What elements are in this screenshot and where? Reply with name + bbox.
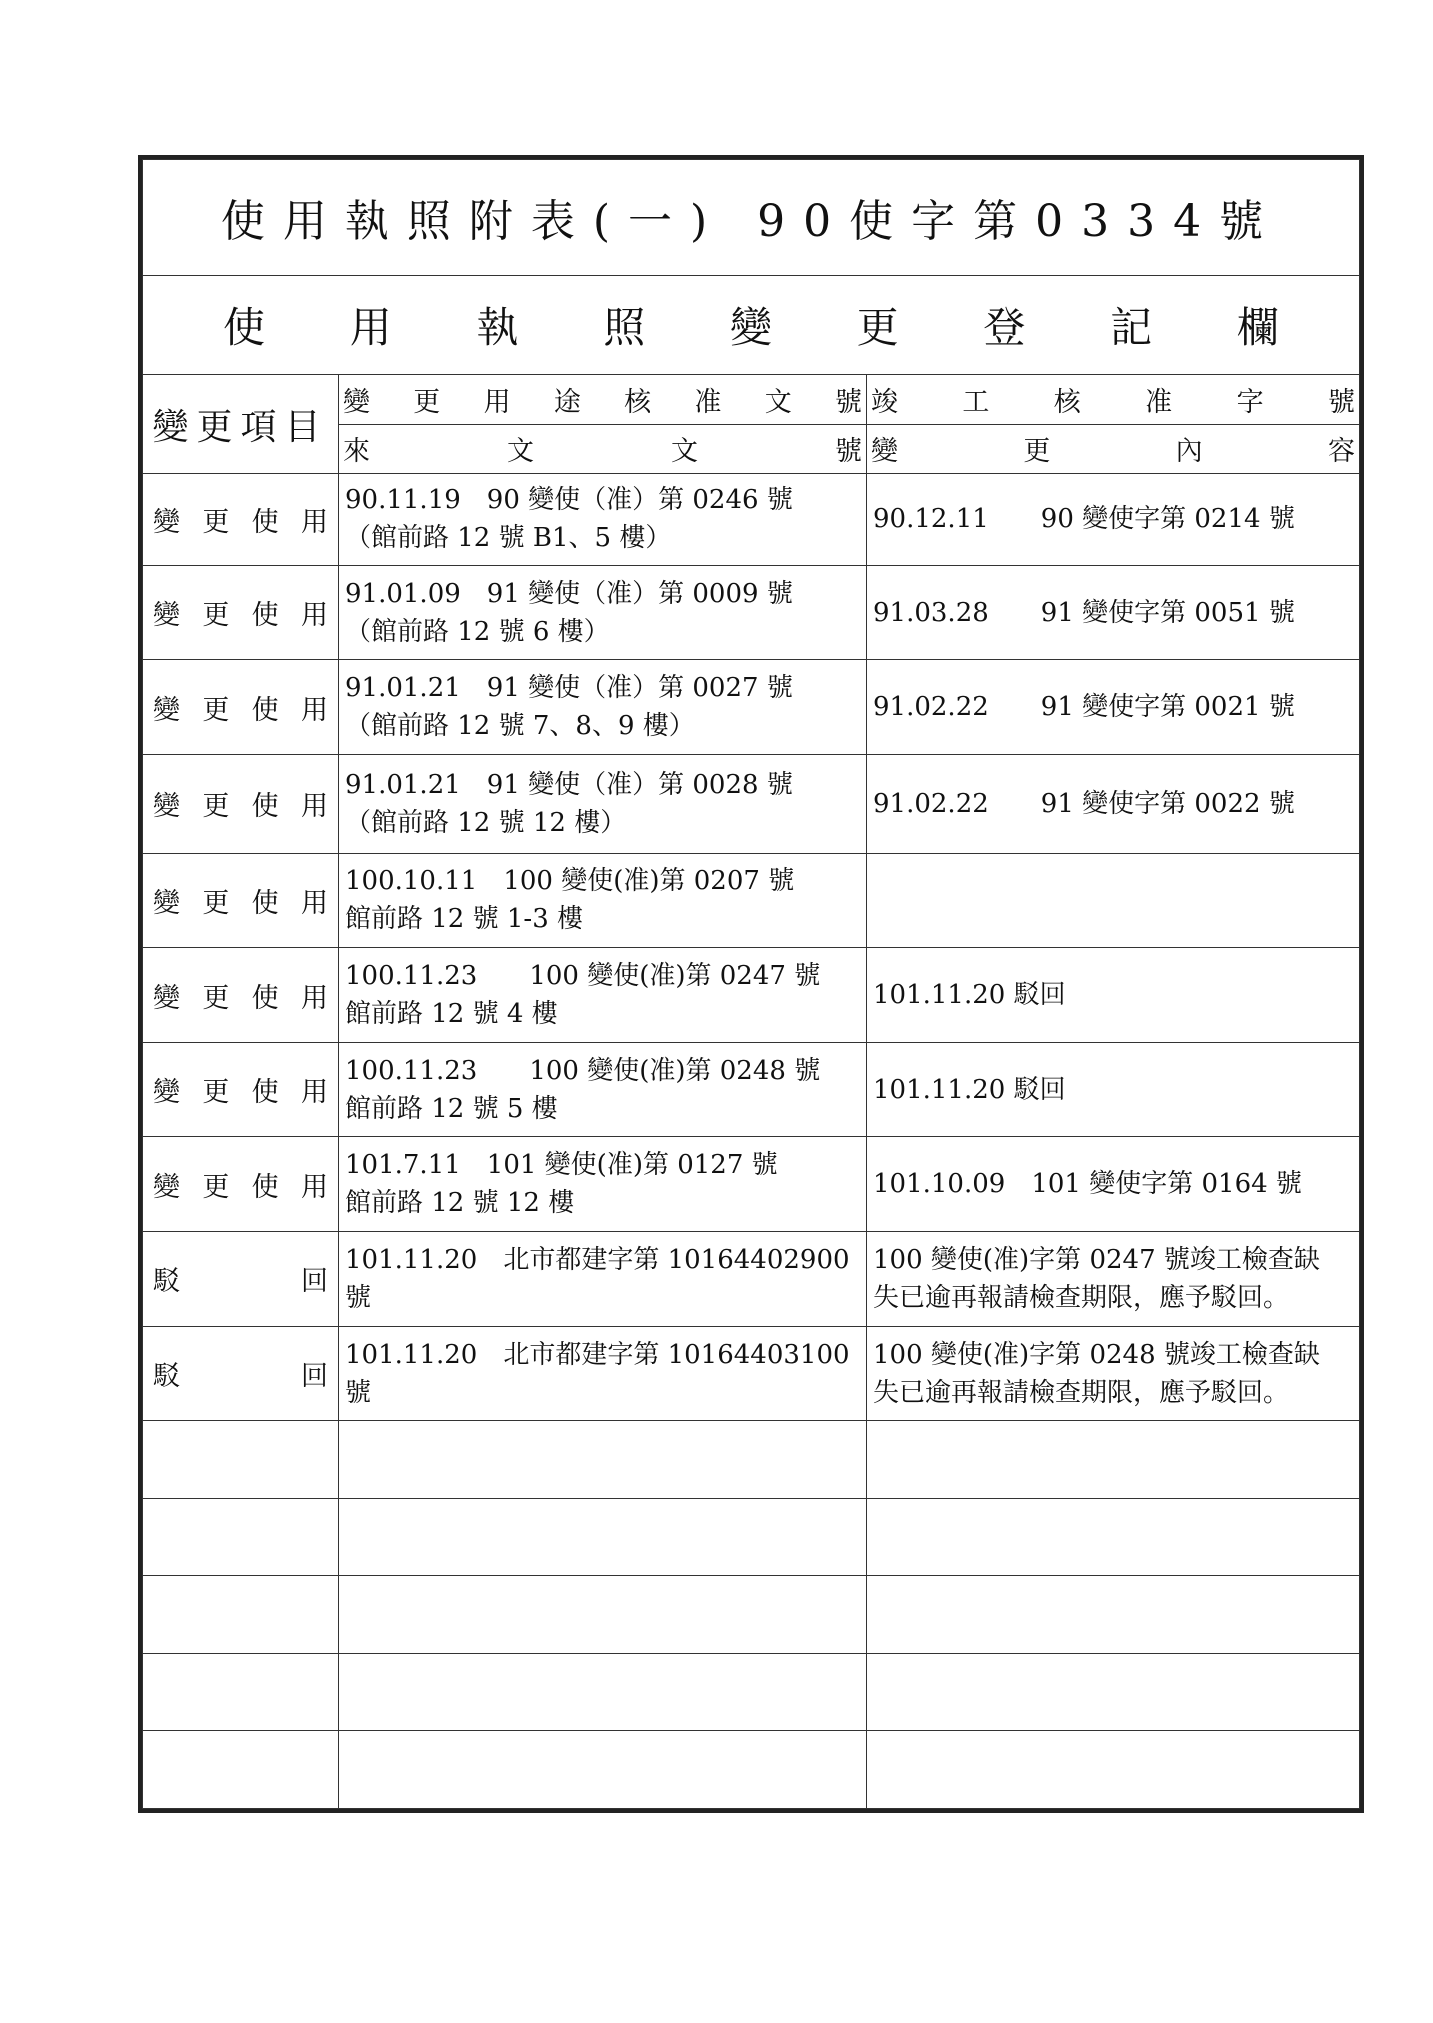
header-incoming-document-char: 號 (835, 436, 862, 468)
blank-cell (339, 1653, 867, 1731)
change-item-cell (143, 1137, 339, 1232)
blank-cell (339, 1421, 867, 1499)
change-item-char: 使 (251, 506, 279, 538)
approval-document-cell (339, 1326, 867, 1421)
completion-content-line: 91.03.28 91 變使字第 0051 號 (873, 597, 1295, 628)
section-title (143, 275, 1360, 375)
table-row (143, 1326, 1360, 1421)
header-completion-number-char: 核 (1053, 387, 1081, 419)
completion-content-cell (867, 565, 1360, 660)
section-title-char: 照 (603, 303, 646, 353)
approval-document-cell (339, 1137, 867, 1232)
table-row (143, 660, 1360, 755)
approval-document-line: 100.11.23 100 變使(准)第 0247 號 (345, 961, 821, 992)
completion-content-line: 失已逾再報請檢查期限，應予駁回。 (873, 1282, 1290, 1313)
blank-cell (339, 1731, 867, 1809)
header-approval-number-char: 准 (694, 387, 722, 419)
blank-cell (339, 1576, 867, 1654)
approval-document-line: （館前路 12 號 B1、5 樓） (345, 523, 672, 554)
completion-content-line: 101.11.20 駁回 (873, 1074, 1066, 1105)
header-approval-number-char: 號 (834, 387, 862, 419)
section-title-char: 更 (856, 303, 899, 353)
blank-cell (867, 1498, 1360, 1576)
approval-document-cell (339, 565, 867, 660)
blank-cell (143, 1421, 339, 1499)
blank-cell (143, 1653, 339, 1731)
completion-content-cell (867, 660, 1360, 755)
approval-document-line: 館前路 12 號 5 樓 (345, 1093, 558, 1124)
change-item-char: 使 (251, 1077, 279, 1109)
header-change-content-char: 容 (1327, 436, 1355, 468)
approval-document-line: （館前路 12 號 12 樓） (345, 807, 627, 838)
section-title-char: 變 (729, 303, 772, 353)
change-item-char: 用 (300, 600, 328, 631)
approval-document-line: 100.11.23 100 變使(准)第 0248 號 (345, 1055, 821, 1086)
table-row (143, 754, 1360, 853)
change-item-cell (143, 1232, 339, 1327)
change-item-char: 使 (251, 791, 279, 823)
change-item-char: 變 (153, 1171, 180, 1203)
table-row (143, 1042, 1360, 1137)
header-incoming-document-char: 文 (507, 436, 534, 468)
header-incoming-document-char: 文 (671, 436, 698, 468)
change-item-char: 用 (300, 506, 328, 538)
section-title-char: 執 (476, 303, 519, 353)
section-title-char: 欄 (1236, 303, 1279, 353)
blank-cell (867, 1731, 1360, 1809)
header-change-item: 變更項目 (143, 375, 339, 474)
approval-document-cell (339, 754, 867, 853)
header-completion-number (867, 375, 1360, 424)
header-approval-number-char: 文 (764, 387, 792, 419)
change-item-char: 變 (153, 694, 180, 726)
completion-content-cell (867, 1137, 1360, 1232)
approval-document-cell (339, 1232, 867, 1327)
approval-document-line: 101.7.11 101 變使(准)第 0127 號 (345, 1150, 778, 1181)
header-completion-number-char: 號 (1327, 387, 1355, 419)
page-title: 使用執照附表(一) 90使字第0334號 (143, 160, 1360, 276)
change-item-char: 駁 (153, 1361, 180, 1393)
change-item-char: 用 (300, 982, 328, 1014)
header-change-content (867, 424, 1360, 473)
change-item-cell (143, 474, 339, 566)
header-completion-number-char: 准 (1145, 387, 1173, 419)
blank-cell (143, 1576, 339, 1654)
header-approval-number (339, 375, 867, 424)
approval-document-cell (339, 660, 867, 755)
change-item-cell (143, 948, 339, 1043)
change-item-char: 駁 (153, 1266, 180, 1298)
completion-content-cell (867, 948, 1360, 1043)
section-title-char: 登 (983, 303, 1026, 353)
blank-row (143, 1731, 1360, 1809)
change-item-cell (143, 1042, 339, 1137)
approval-document-line: 號 (345, 1377, 372, 1408)
blank-cell (339, 1498, 867, 1576)
change-item-cell (143, 1326, 339, 1421)
blank-row (143, 1576, 1360, 1654)
blank-cell (143, 1731, 339, 1809)
header-incoming-document (339, 424, 867, 473)
change-item-char: 更 (202, 791, 230, 823)
header-approval-number-char: 用 (483, 387, 511, 419)
change-item-char: 回 (301, 1266, 328, 1298)
table-row (143, 948, 1360, 1043)
change-item-cell (143, 565, 339, 660)
change-item-cell (143, 754, 339, 853)
blank-cell (867, 1421, 1360, 1499)
completion-content-line: 100 變使(准)字第 0248 號竣工檢查缺 (873, 1339, 1320, 1370)
completion-content-line: 90.12.11 90 變使字第 0214 號 (873, 504, 1295, 535)
change-item-char: 用 (300, 887, 328, 919)
blank-row (143, 1421, 1360, 1499)
change-item-char: 變 (153, 506, 180, 538)
approval-document-cell (339, 474, 867, 566)
table-row (143, 1137, 1360, 1232)
change-item-char: 用 (300, 1171, 328, 1203)
approval-document-line: 101.11.20 北市都建字第 10164403100 (345, 1339, 850, 1370)
change-item-char: 使 (251, 887, 279, 919)
header-change-content-char: 更 (1023, 436, 1051, 468)
registration-table (142, 159, 1360, 1809)
blank-row (143, 1653, 1360, 1731)
change-item-char: 用 (300, 791, 328, 823)
approval-document-line: 90.11.19 90 變使（准）第 0246 號 (345, 485, 793, 516)
change-item-char: 更 (202, 887, 230, 919)
table-row (143, 1232, 1360, 1327)
change-item-char: 使 (251, 982, 279, 1014)
blank-cell (143, 1498, 339, 1576)
change-item-char: 更 (202, 506, 230, 538)
change-item-char: 變 (153, 600, 180, 631)
completion-content-line: 101.10.09 101 變使字第 0164 號 (873, 1169, 1302, 1200)
approval-document-line: 館前路 12 號 4 樓 (345, 999, 558, 1030)
completion-content-line: 91.02.22 91 變使字第 0021 號 (873, 692, 1295, 723)
header-completion-number-char: 竣 (871, 387, 898, 419)
registration-form (138, 155, 1364, 1813)
change-item-cell (143, 660, 339, 755)
header-approval-number-char: 更 (413, 387, 441, 419)
completion-content-line: 100 變使(准)字第 0247 號竣工檢查缺 (873, 1244, 1320, 1275)
completion-content-cell (867, 1326, 1360, 1421)
section-title-char: 使 (223, 303, 266, 353)
completion-content-cell (867, 474, 1360, 566)
approval-document-line: 號 (345, 1282, 372, 1313)
section-title-char: 用 (349, 303, 392, 353)
completion-content-cell (867, 853, 1360, 948)
change-item-char: 使 (251, 1171, 279, 1203)
completion-content-cell (867, 754, 1360, 853)
header-completion-number-char: 字 (1236, 387, 1264, 419)
approval-document-line: 91.01.09 91 變使（准）第 0009 號 (345, 578, 793, 609)
approval-document-cell (339, 948, 867, 1043)
completion-content-line: 101.11.20 駁回 (873, 980, 1066, 1011)
change-item-char: 更 (202, 1077, 230, 1109)
approval-document-line: 100.10.11 100 變使(准)第 0207 號 (345, 866, 795, 897)
change-item-char: 更 (202, 694, 230, 726)
approval-document-cell (339, 853, 867, 948)
header-approval-number-char: 核 (624, 387, 652, 419)
header-change-content-char: 內 (1175, 436, 1203, 468)
change-item-cell (143, 853, 339, 948)
completion-content-line: 失已逾再報請檢查期限，應予駁回。 (873, 1377, 1290, 1408)
approval-document-line: 101.11.20 北市都建字第 10164402900 (345, 1244, 850, 1275)
change-item-char: 回 (301, 1361, 328, 1393)
header-change-content-char: 變 (871, 436, 898, 468)
change-item-char: 變 (153, 1077, 180, 1109)
approval-document-line: 91.01.21 91 變使（准）第 0028 號 (345, 769, 793, 800)
change-item-char: 使 (251, 694, 279, 726)
approval-document-line: （館前路 12 號 6 樓） (345, 616, 610, 647)
approval-document-line: 館前路 12 號 12 樓 (345, 1188, 575, 1219)
change-item-char: 更 (202, 1171, 230, 1203)
approval-document-cell (339, 1042, 867, 1137)
table-row (143, 565, 1360, 660)
blank-cell (867, 1653, 1360, 1731)
table-row (143, 853, 1360, 948)
header-incoming-document-char: 來 (343, 436, 370, 468)
change-item-char: 使 (251, 600, 279, 631)
header-approval-number-char: 變 (343, 387, 370, 419)
change-item-char: 用 (300, 694, 328, 726)
change-item-char: 更 (202, 600, 230, 631)
change-item-char: 變 (153, 887, 180, 919)
section-title-char: 記 (1110, 303, 1153, 353)
approval-document-line: （館前路 12 號 7、8、9 樓） (345, 711, 695, 742)
approval-document-line: 91.01.21 91 變使（准）第 0027 號 (345, 673, 793, 704)
header-completion-number-char: 工 (962, 387, 990, 419)
approval-document-line: 館前路 12 號 1-3 樓 (345, 904, 584, 935)
completion-content-cell (867, 1042, 1360, 1137)
completion-content-cell (867, 1232, 1360, 1327)
change-item-char: 更 (202, 982, 230, 1014)
change-item-char: 變 (153, 982, 180, 1014)
table-row (143, 474, 1360, 566)
blank-row (143, 1498, 1360, 1576)
completion-content-line: 91.02.22 91 變使字第 0022 號 (873, 788, 1295, 819)
change-item-char: 變 (153, 791, 180, 823)
header-approval-number-char: 途 (553, 387, 581, 419)
blank-cell (867, 1576, 1360, 1654)
change-item-char: 用 (300, 1077, 328, 1109)
